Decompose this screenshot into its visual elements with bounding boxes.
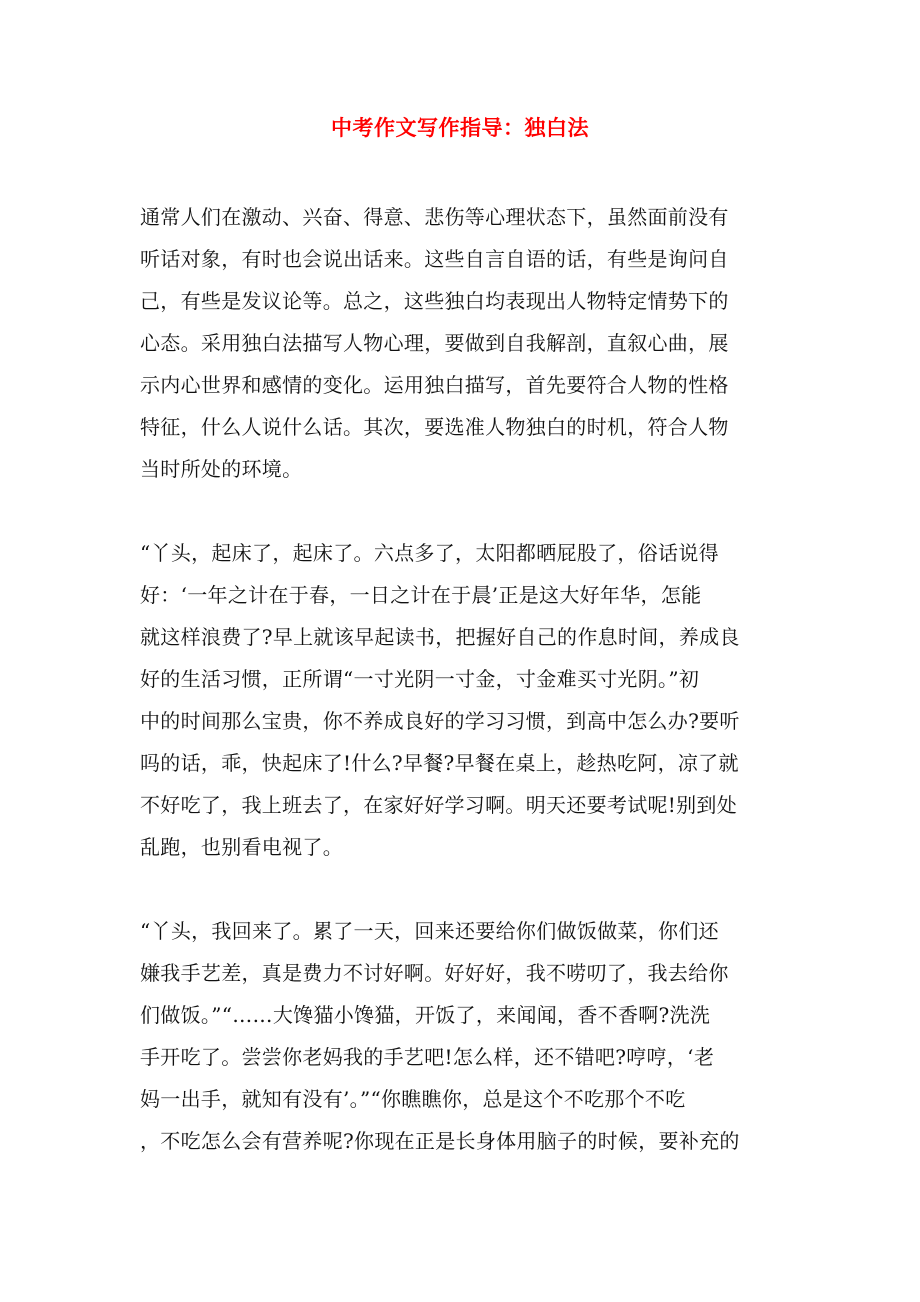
paragraph-line: 特征，什么人说什么话。其次，要选准人物独白的时机，符合人物	[140, 415, 729, 439]
paragraph-line: 中的时间那么宝贵，你不养成良好的学习习惯，到高中怎么办?要听	[140, 709, 740, 733]
paragraph-line: 吗的话，乖，快起床了!什么?早餐?早餐在桌上，趁热吃阿，凉了就	[140, 751, 739, 775]
paragraph-line: 己，有些是发议论等。总之，这些独白均表现出人物特定情势下的	[140, 289, 729, 313]
paragraph-line: 通常人们在激动、兴奋、得意、悲伤等心理状态下，虽然面前没有	[140, 205, 729, 229]
paragraph-line: 当时所处的环境。	[140, 457, 303, 481]
paragraph-1	[140, 196, 729, 490]
paragraph-line: 乱跑，也别看电视了。	[140, 835, 343, 859]
paragraph-line: 示内心世界和感情的变化。运用独白描写，首先要符合人物的性格	[140, 373, 729, 397]
paragraph-line: 就这样浪费了?早上就该早起读书，把握好自己的作息时间，养成良	[140, 625, 740, 649]
paragraph-line: ，不吃怎么会有营养呢?你现在正是长身体用脑子的时候，要补充的	[140, 1129, 740, 1153]
paragraph-line: 嫌我手艺差，真是费力不讨好啊。好好好，我不唠叨了，我去给你	[140, 961, 729, 985]
paragraph-line: 好的生活习惯，正所谓“一寸光阴一寸金，寸金难买寸光阴。”初	[140, 667, 700, 691]
paragraph-line: “丫头，起床了，起床了。六点多了，太阳都晒屁股了，俗话说得	[140, 541, 719, 565]
paragraph-line: 手开吃了。尝尝你老妈我的手艺吧!怎么样，还不错吧?哼哼，‘老	[140, 1045, 715, 1069]
paragraph-line: 听话对象，有时也会说出话来。这些自言自语的话，有些是询问自	[140, 247, 729, 271]
paragraph-3	[140, 910, 740, 1162]
paragraph-line: 不好吃了，我上班去了，在家好好学习啊。明天还要考试呢!别到处	[140, 793, 738, 817]
paragraph-line: 们做饭。”“……大馋猫小馋猫，开饭了，来闻闻，香不香啊?洗洗	[140, 1003, 711, 1027]
paragraph-line: 心态。采用独白法描写人物心理，要做到自我解剖，直叙心曲，展	[140, 331, 729, 355]
paragraph-line: 妈一出手，就知有没有’。”“你瞧瞧你，总是这个不吃那个不吃	[140, 1087, 686, 1111]
document-title: 中考作文写作指导：独白法	[331, 115, 589, 140]
paragraph-line: 好：‘一年之计在于春，一日之计在于晨’正是这大好年华，怎能	[140, 583, 702, 607]
paragraph-line: “丫头，我回来了。累了一天，回来还要给你们做饭做菜，你们还	[140, 919, 719, 943]
paragraph-2	[140, 532, 740, 868]
